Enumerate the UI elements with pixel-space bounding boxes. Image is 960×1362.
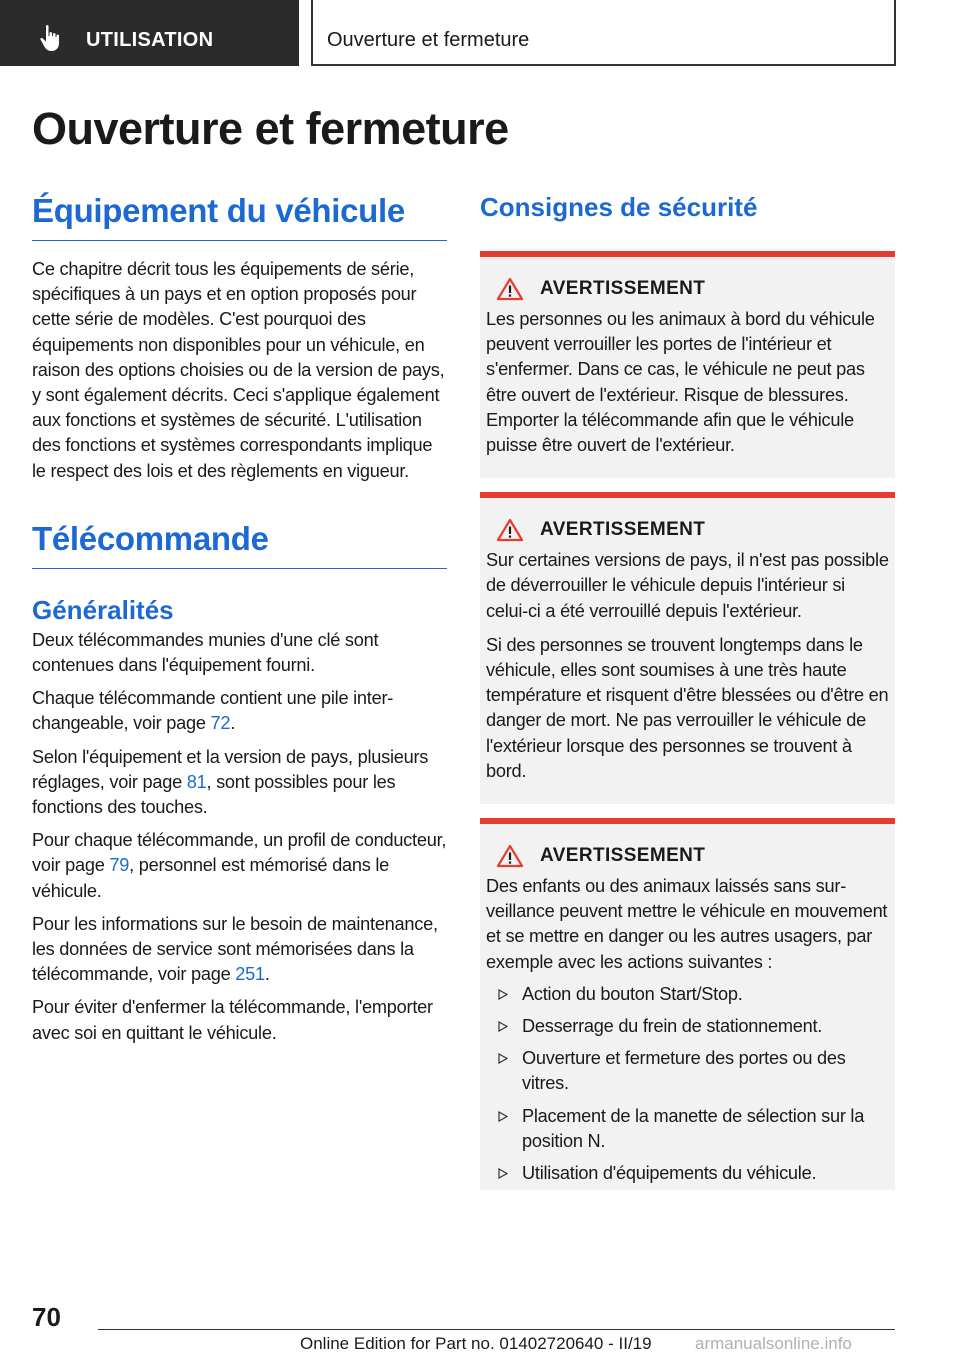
page-link-72[interactable]: 72	[210, 713, 231, 734]
warning-label: AVERTISSEMENT	[540, 278, 706, 299]
warning-triangle-icon	[496, 844, 524, 868]
warning-label: AVERTISSEMENT	[540, 845, 706, 867]
general-p6: Pour éviter d'enfermer la télécommande, l'emporter avec soi en quittant le véhicule.	[32, 997, 433, 1043]
warning-label: AVERTISSEMENT	[540, 519, 706, 541]
watermark-text: armanualsonline.info	[695, 1334, 852, 1353]
warning-box	[480, 492, 895, 804]
action-list	[486, 982, 889, 1186]
warning-triangle-icon	[496, 277, 524, 301]
chapter-header	[311, 0, 896, 66]
warning-text: Les personnes ou les animaux à bord du véhicule peuvent verrouiller les portes de l'intérieur et s'enfermer. Dans ce cas, le véhicule ne peut pas être ouvert de l'extérieur. Risque de blessures. Emporter la télécommande afin que le véhicule puisse être ouvert de l'extérieur.	[486, 309, 875, 456]
left-column	[32, 192, 447, 1046]
bullet-triangle-icon	[498, 1111, 508, 1122]
general-heading: Généralités	[32, 594, 174, 625]
general-p4: Pour chaque télécommande, un profil de conducteur, voir page 79, personnel est mémorisé dans le véhicule.	[32, 830, 447, 901]
page-title: Ouverture et fermeture	[32, 103, 509, 154]
warning-triangle-icon	[496, 518, 524, 542]
chapter-label: Ouverture et fermeture	[327, 29, 530, 51]
general-p5: Pour les informations sur le besoin de maintenance, les données de service sont mémorisées dans la télécommande, voir page 251.	[32, 913, 438, 985]
general-p3: Selon l'équipement et la version de pays, plusieurs réglages, voir page 81, sont possibles pour les fonctions des touches.	[32, 746, 429, 818]
list-item: Desserrage du frein de stationnement.	[486, 1014, 889, 1039]
list-item: Utilisation d'équipements du véhicule.	[486, 1161, 889, 1186]
right-column	[480, 192, 895, 1190]
general-p2: Chaque télécommande contient une pile interchangeable, voir page 72.	[32, 688, 394, 734]
warning-box	[480, 251, 895, 478]
list-item: Placement de la manette de sélection sur la position N.	[486, 1104, 889, 1154]
page-link-79[interactable]: 79	[109, 855, 130, 876]
edition-text: Online Edition for Part no. 01402720640 - II/19	[300, 1334, 652, 1353]
bullet-triangle-icon	[498, 1168, 508, 1179]
page-number: 70	[32, 1302, 61, 1332]
general-p1: Deux télécommandes munies d'une clé sont contenues dans l'équipement fourni.	[32, 629, 379, 676]
equipment-heading: Équipement du véhicule	[32, 192, 447, 241]
bullet-triangle-icon	[498, 1021, 508, 1032]
safety-heading: Consignes de sécurité	[480, 192, 758, 222]
footer-divider	[98, 1329, 895, 1330]
section-tab	[0, 0, 299, 66]
bullet-triangle-icon	[498, 1053, 508, 1064]
section-label: UTILISATION	[86, 29, 214, 51]
list-item: Ouverture et fermeture des portes ou des vitres.	[486, 1046, 889, 1096]
warning-text: Si des personnes se trouvent longtemps dans le véhicule, elles sont soumises à une très haute température et risquent d'être blessées ou d'être en danger de mort. Ne pas verrouiller le véhicule de l'extérieur lorsque des personnes se trouvent à bord.	[486, 634, 889, 781]
bullet-triangle-icon	[498, 989, 508, 1000]
warning-box	[480, 818, 895, 1190]
warning-text: Des enfants ou des animaux laissés sans surveillance peuvent mettre le véhicule en mouvement et se mettre en danger ou les autres usagers, par exemple avec les actions suivantes :	[486, 876, 888, 972]
hand-pointer-icon	[38, 24, 64, 52]
remote-heading: Télécommande	[32, 520, 447, 569]
page-link-81[interactable]: 81	[186, 771, 207, 792]
warning-text: Sur certaines versions de pays, il n'est pas possible de déverrouiller le véhicule depuis l'intérieur si celui-ci a été verrouillé depuis l'extérieur.	[486, 550, 889, 621]
page-link-251[interactable]: 251	[235, 964, 265, 985]
list-item: Action du bouton Start/Stop.	[486, 982, 889, 1007]
equipment-text: Ce chapitre décrit tous les équipements de série, spécifiques à un pays et en option proposés pour cette série de modèles. C'est pourquoi des équipements non disponibles pour un véhicule, en raison des options choisies ou de la version de pays, y sont également décrits. Ceci s'applique également aux fonctions et systèmes de sécurité. L'utilisation des fonctions et systèmes correspondants implique le respect des lois et des règlements en vigueur.	[32, 259, 445, 481]
